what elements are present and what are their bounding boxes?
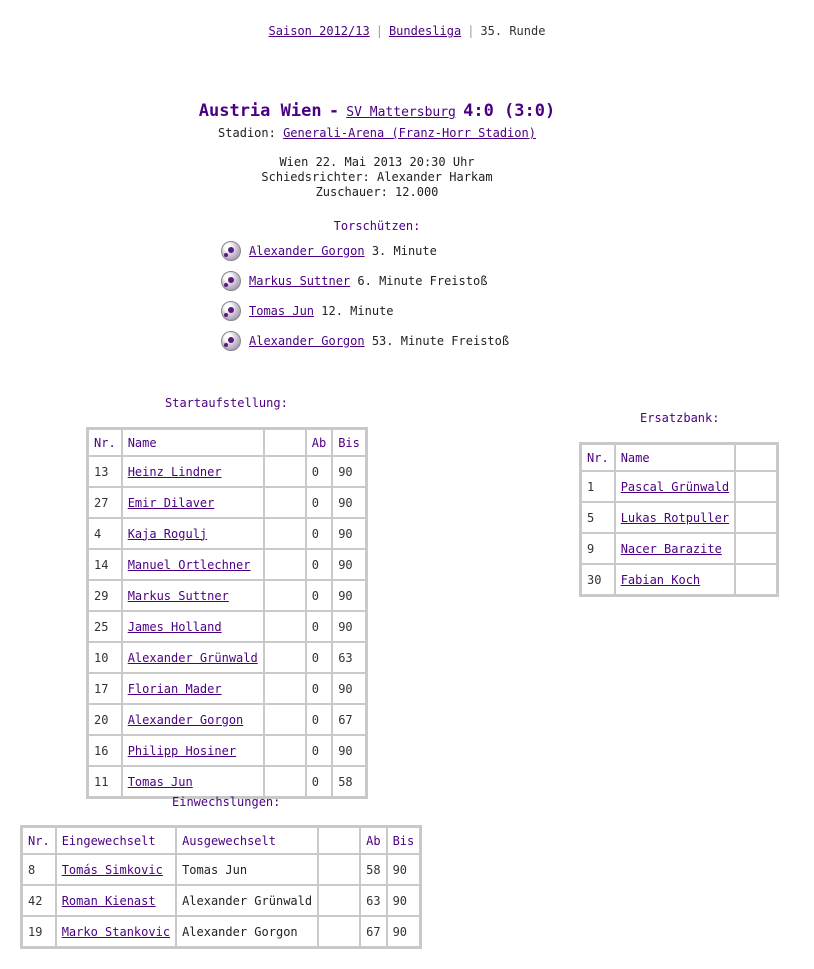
column-header: Nr.	[22, 827, 56, 854]
player-name-cell	[615, 471, 735, 502]
minute-from: 0	[306, 580, 332, 611]
player-link[interactable]: Nacer Barazite	[620, 541, 722, 556]
season-link[interactable]: Saison 2012/13	[268, 24, 370, 38]
player-number: 9	[581, 533, 615, 564]
empty-cell	[264, 673, 306, 704]
goal-detail: 53. Minute Freistoß	[371, 334, 510, 348]
empty-cell	[264, 766, 306, 797]
player-number: 10	[88, 642, 122, 673]
player-number: 25	[88, 611, 122, 642]
empty-cell	[264, 549, 306, 580]
stadium-line	[0, 126, 754, 140]
goal-detail: 12. Minute	[321, 304, 394, 318]
table-row	[22, 885, 420, 916]
player-out: Alexander Grünwald	[176, 885, 318, 916]
table-row	[88, 549, 366, 580]
table-row	[581, 533, 777, 564]
table-row	[22, 854, 420, 885]
stadium-label: Stadion:	[218, 126, 276, 140]
minute-from: 0	[306, 673, 332, 704]
home-team: Austria Wien	[198, 101, 322, 121]
table-row	[88, 673, 366, 704]
goal-item	[221, 236, 509, 266]
player-number: 16	[88, 735, 122, 766]
goal-item	[221, 296, 509, 326]
match-datetime: Wien 22. Mai 2013 20:30 Uhr	[279, 155, 475, 169]
player-link[interactable]: Manuel Ortlechner	[127, 557, 251, 572]
player-in-cell	[56, 916, 176, 947]
empty-cell	[264, 487, 306, 518]
bench-heading: Ersatzbank:	[640, 411, 720, 425]
player-name-cell	[615, 502, 735, 533]
player-name-cell	[122, 487, 264, 518]
empty-cell	[318, 916, 360, 947]
goal-detail: 6. Minute Freistoß	[357, 274, 488, 288]
player-number: 30	[581, 564, 615, 595]
empty-cell	[735, 533, 777, 564]
player-link[interactable]: Markus Suttner	[127, 588, 229, 603]
match-title	[0, 101, 754, 121]
minute-from: 58	[360, 854, 386, 885]
column-header: Nr.	[581, 444, 615, 471]
player-link[interactable]: Alexander Gorgon	[127, 712, 244, 727]
player-link[interactable]: Heinz Lindner	[127, 464, 222, 479]
player-number: 1	[581, 471, 615, 502]
goal-item	[221, 326, 509, 356]
minute-to: 90	[332, 487, 366, 518]
player-name-cell	[122, 766, 264, 797]
away-team-link[interactable]: SV Mattersburg	[346, 105, 456, 120]
player-link[interactable]: Tomas Jun	[127, 774, 193, 789]
player-number: 11	[88, 766, 122, 797]
empty-cell	[318, 885, 360, 916]
player-name-cell	[122, 518, 264, 549]
player-name-cell	[122, 735, 264, 766]
player-number: 19	[22, 916, 56, 947]
minute-from: 0	[306, 456, 332, 487]
minute-from: 0	[306, 518, 332, 549]
table-row	[88, 518, 366, 549]
scorers-heading: Torschützen:	[333, 219, 421, 233]
table-header-row	[22, 827, 420, 854]
player-name-cell	[122, 611, 264, 642]
match-score: 4:0 (3:0)	[463, 101, 556, 121]
player-in-cell	[56, 885, 176, 916]
table-row	[88, 580, 366, 611]
scorer-link[interactable]: Alexander Gorgon	[249, 244, 365, 258]
table-row	[88, 456, 366, 487]
player-name-cell	[122, 704, 264, 735]
player-in-link[interactable]: Roman Kienast	[61, 893, 156, 908]
scorer-link[interactable]: Alexander Gorgon	[249, 334, 365, 348]
minute-from: 0	[306, 704, 332, 735]
starting-lineup-heading: Startaufstellung:	[165, 396, 288, 410]
round-label: 35. Runde	[480, 24, 546, 38]
player-link[interactable]: James Holland	[127, 619, 222, 634]
table-row	[88, 735, 366, 766]
player-name-cell	[615, 533, 735, 564]
player-name-cell	[615, 564, 735, 595]
team-separator: -	[328, 101, 340, 121]
goal-item	[221, 266, 509, 296]
table-row	[88, 487, 366, 518]
player-out: Tomas Jun	[176, 854, 318, 885]
match-info	[0, 155, 754, 200]
minute-from: 0	[306, 549, 332, 580]
column-header: Name	[615, 444, 735, 471]
minute-from: 0	[306, 735, 332, 766]
player-out: Alexander Gorgon	[176, 916, 318, 947]
player-link[interactable]: Alexander Grünwald	[127, 650, 258, 665]
player-link[interactable]: Florian Mader	[127, 681, 222, 696]
table-row	[581, 502, 777, 533]
column-header	[318, 827, 360, 854]
empty-cell	[264, 518, 306, 549]
minute-to: 90	[332, 611, 366, 642]
player-number: 4	[88, 518, 122, 549]
player-name-cell	[122, 673, 264, 704]
soccer-ball-icon	[221, 301, 241, 321]
minute-to: 63	[332, 642, 366, 673]
player-name-cell	[122, 580, 264, 611]
minute-to: 90	[387, 854, 421, 885]
goal-detail: 3. Minute	[371, 244, 437, 258]
empty-cell	[735, 502, 777, 533]
minute-from: 0	[306, 611, 332, 642]
player-number: 14	[88, 549, 122, 580]
minute-to: 67	[332, 704, 366, 735]
minute-to: 90	[332, 518, 366, 549]
column-header: Nr.	[88, 429, 122, 456]
minute-from: 0	[306, 766, 332, 797]
empty-cell	[318, 854, 360, 885]
player-number: 42	[22, 885, 56, 916]
table-header-row	[88, 429, 366, 456]
table-row	[88, 642, 366, 673]
minute-to: 90	[332, 580, 366, 611]
player-in-link[interactable]: Marko Stankovic	[61, 924, 171, 939]
scorer-link[interactable]: Tomas Jun	[249, 304, 315, 318]
breadcrumb-separator: |	[467, 24, 475, 38]
player-in-cell	[56, 854, 176, 885]
soccer-ball-icon	[221, 271, 241, 291]
minute-from: 0	[306, 487, 332, 518]
scorers-list	[221, 236, 509, 356]
breadcrumb	[0, 24, 814, 38]
player-number: 29	[88, 580, 122, 611]
player-link[interactable]: Pascal Grünwald	[620, 479, 730, 494]
empty-cell	[735, 564, 777, 595]
column-header: Bis	[387, 827, 421, 854]
minute-to: 90	[332, 673, 366, 704]
player-number: 20	[88, 704, 122, 735]
player-link[interactable]: Fabian Koch	[620, 572, 701, 587]
empty-cell	[264, 704, 306, 735]
minute-to: 90	[332, 735, 366, 766]
table-row	[88, 704, 366, 735]
empty-cell	[264, 642, 306, 673]
league-link[interactable]: Bundesliga	[388, 24, 462, 38]
player-number: 5	[581, 502, 615, 533]
table-row	[581, 471, 777, 502]
minute-from: 0	[306, 642, 332, 673]
breadcrumb-separator: |	[375, 24, 383, 38]
table-row	[581, 564, 777, 595]
empty-cell	[264, 735, 306, 766]
player-link[interactable]: Lukas Rotpuller	[620, 510, 730, 525]
column-header	[735, 444, 777, 471]
table-header-row	[581, 444, 777, 471]
player-number: 8	[22, 854, 56, 885]
soccer-ball-icon	[221, 331, 241, 351]
player-number: 27	[88, 487, 122, 518]
table-row	[88, 611, 366, 642]
bench-table	[579, 442, 779, 597]
minute-to: 90	[332, 549, 366, 580]
player-link[interactable]: Philipp Hosiner	[127, 743, 237, 758]
column-header: Ausgewechselt	[176, 827, 318, 854]
player-name-cell	[122, 549, 264, 580]
match-attendance: Zuschauer: 12.000	[315, 185, 439, 199]
column-header: Ab	[306, 429, 332, 456]
column-header: Name	[122, 429, 264, 456]
column-header: Ab	[360, 827, 386, 854]
minute-from: 67	[360, 916, 386, 947]
minute-to: 58	[332, 766, 366, 797]
empty-cell	[264, 611, 306, 642]
table-row	[88, 766, 366, 797]
match-referee: Schiedsrichter: Alexander Harkam	[261, 170, 493, 184]
substitutions-table	[20, 825, 422, 949]
minute-to: 90	[332, 456, 366, 487]
table-row	[22, 916, 420, 947]
minute-to: 90	[387, 885, 421, 916]
player-in-link[interactable]: Tomás Simkovic	[61, 862, 163, 877]
player-link[interactable]: Kaja Rogulj	[127, 526, 208, 541]
player-name-cell	[122, 456, 264, 487]
player-number: 13	[88, 456, 122, 487]
player-number: 17	[88, 673, 122, 704]
empty-cell	[264, 456, 306, 487]
column-header: Bis	[332, 429, 366, 456]
stadium-link[interactable]: Generali-Arena (Franz-Horr Stadion)	[283, 126, 536, 140]
empty-cell	[264, 580, 306, 611]
minute-from: 63	[360, 885, 386, 916]
minute-to: 90	[387, 916, 421, 947]
scorer-link[interactable]: Markus Suttner	[249, 274, 351, 288]
starting-lineup-table	[86, 427, 368, 799]
column-header	[264, 429, 306, 456]
soccer-ball-icon	[221, 241, 241, 261]
player-name-cell	[122, 642, 264, 673]
empty-cell	[735, 471, 777, 502]
column-header: Eingewechselt	[56, 827, 176, 854]
player-link[interactable]: Emir Dilaver	[127, 495, 215, 510]
substitutions-heading: Einwechslungen:	[172, 795, 281, 809]
